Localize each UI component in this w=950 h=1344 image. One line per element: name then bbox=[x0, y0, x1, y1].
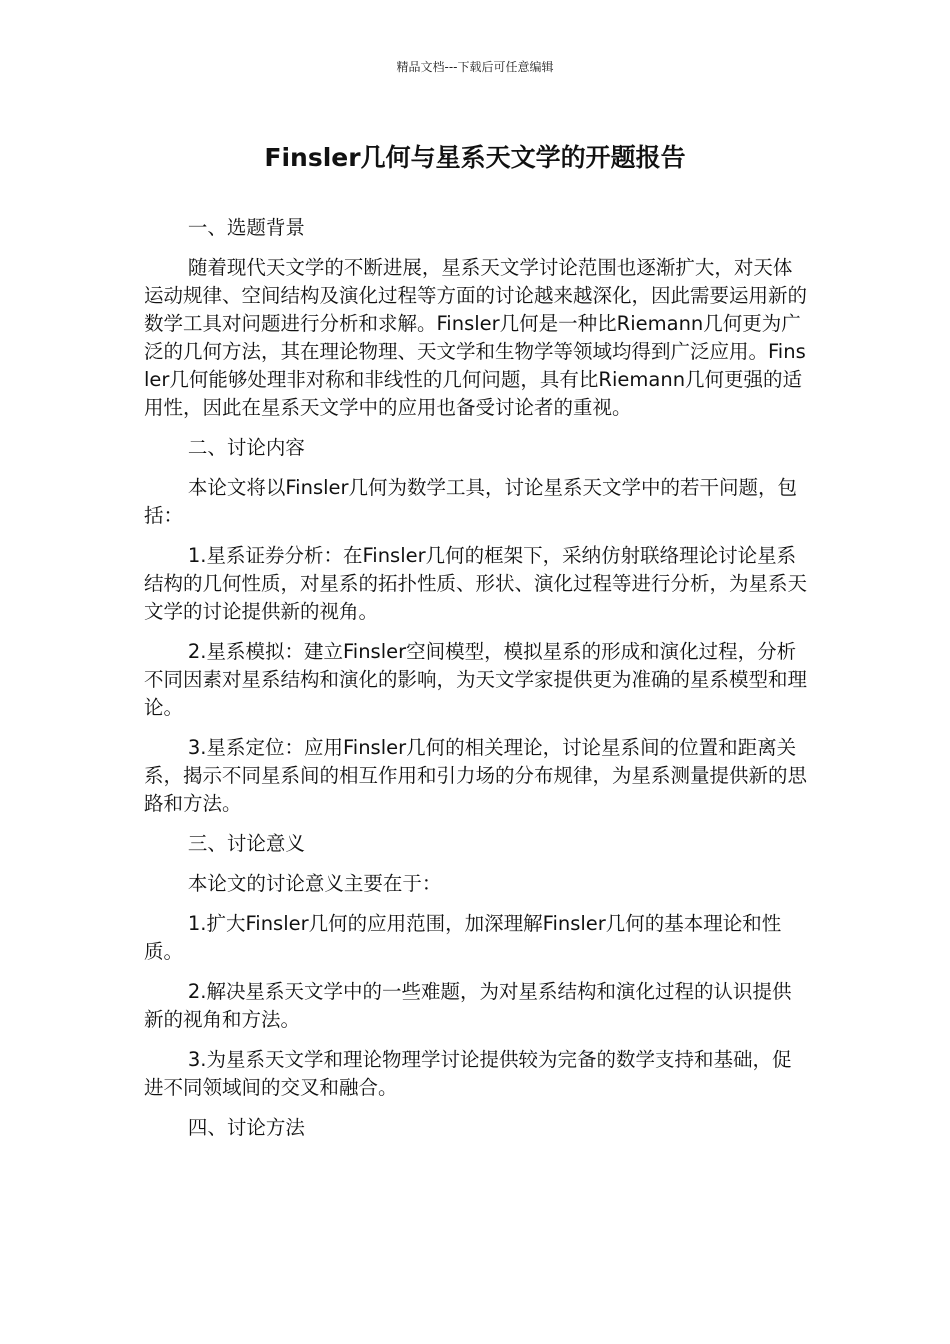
section-heading-content: 二、讨论内容 bbox=[187, 436, 305, 459]
document-title: Finsler几何与星系天文学的开题报告 bbox=[264, 143, 686, 172]
section-heading-background: 一、选题背景 bbox=[187, 216, 305, 239]
list-item-significance-2: 2.解决星系天文学中的一些难题，为对星系结构和演化过程的认识提供新的视角和方法。 bbox=[144, 980, 792, 1031]
list-item-significance-3: 3.为星系天文学和理论物理学讨论提供较为完备的数学支持和基础，促进不同领域间的交叉和融合。 bbox=[144, 1048, 792, 1099]
paragraph-significance-intro: 本论文的讨论意义主要在于： bbox=[187, 872, 442, 895]
paragraph-content-intro: 本论文将以Finsler几何为数学工具，讨论星系天文学中的若干问题，包括： bbox=[144, 476, 798, 527]
paragraph-background: 随着现代天文学的不断进展，星系天文学讨论范围也逐渐扩大，对天体运动规律、空间结构及演化过程等方面的讨论越来越深化，因此需要运用新的数学工具对问题进行分析和求解。Finsler几何是一种比Riemann几何更为广泛的几何方法，其在理论物理、天文学和生物学等领域均得到广泛应用。Finsler几何能够处理非对称和非线性的几何问题，具有比Riemann几何更强的适用性，因此在星系天文学中的应用也备受讨论者的重视。 bbox=[144, 256, 808, 419]
list-item-content-1: 1.星系证券分析：在Finsler几何的框架下，采纳仿射联络理论讨论星系结构的几何性质，对星系的拓扑性质、形状、演化过程等进行分析，为星系天文学的讨论提供新的视角。 bbox=[144, 544, 808, 623]
document-body bbox=[144, 214, 810, 1154]
header-note: 精品文档---下载后可任意编辑 bbox=[396, 60, 554, 74]
list-item-content-2: 2.星系模拟：建立Finsler空间模型，模拟星系的形成和演化过程，分析不同因素对星系结构和演化的影响，为天文学家提供更为准确的星系模型和理论。 bbox=[144, 640, 808, 719]
section-heading-significance: 三、讨论意义 bbox=[187, 832, 305, 855]
section-heading-methods: 四、讨论方法 bbox=[187, 1116, 305, 1139]
list-item-significance-1: 1.扩大Finsler几何的应用范围，加深理解Finsler几何的基本理论和性质。 bbox=[144, 912, 782, 963]
list-item-content-3: 3.星系定位：应用Finsler几何的相关理论，讨论星系间的位置和距离关系，揭示不同星系间的相互作用和引力场的分布规律，为星系测量提供新的思路和方法。 bbox=[144, 736, 808, 815]
